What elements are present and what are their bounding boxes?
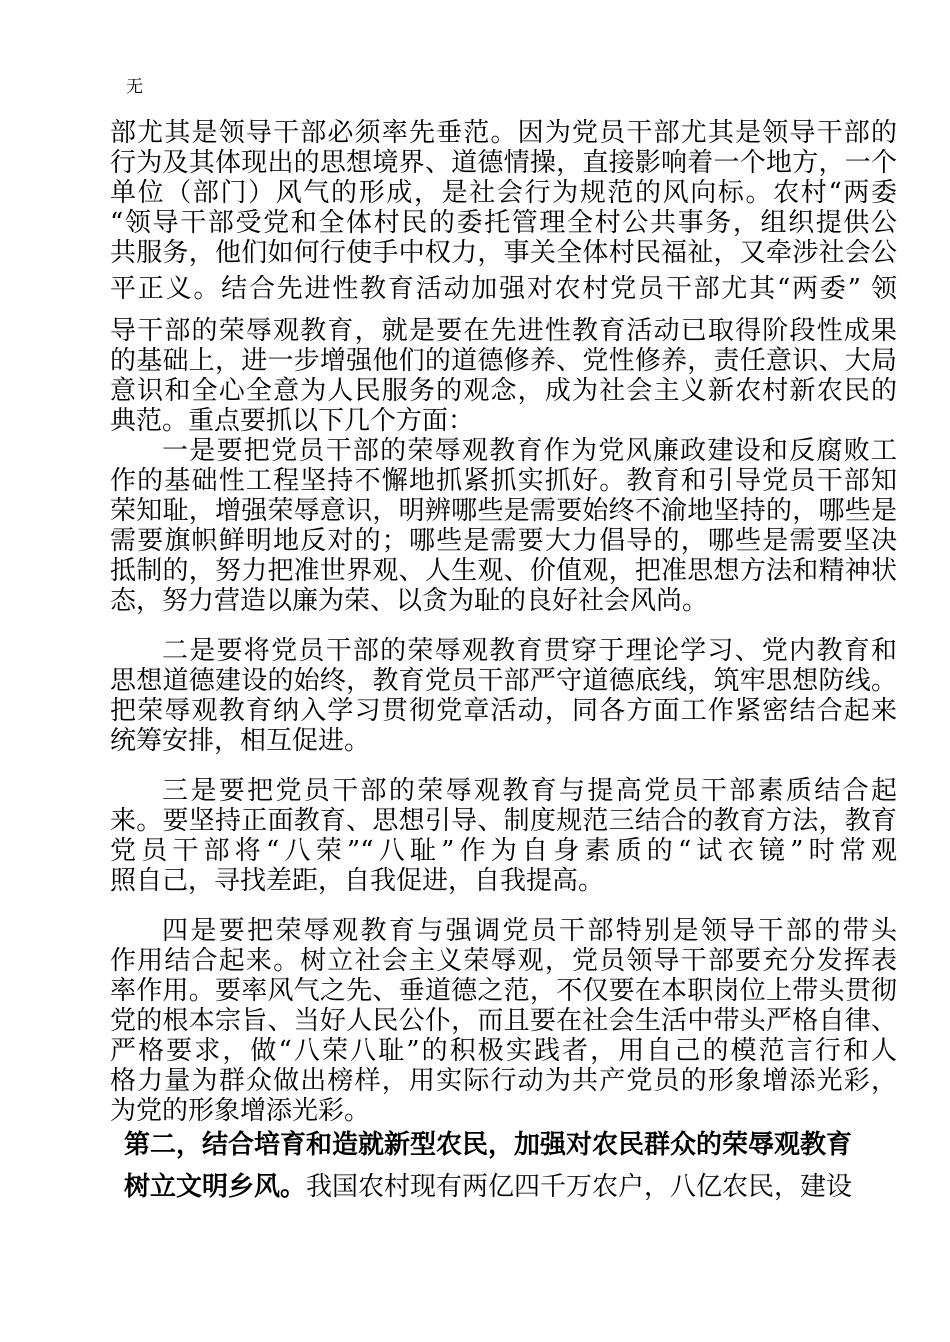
text-line: 部尤其是领导干部必须率先垂范。因为党员干部尤其是领导干部的 [110, 118, 897, 148]
text-line: 意识和全心全意为人民服务的观念，成为社会主义新农村新农民的 [110, 376, 897, 406]
text-line: “领导干部受党和全体村民的委托管理全村公共事务，组织提供公 [110, 208, 897, 238]
text-line: 作的基础性工程坚持不懈地抓紧抓实抓好。教育和引导党员干部知 [110, 466, 897, 496]
paragraph-first-line: 二是要将党员干部的荣辱观教育贯穿于理论学习、党内教育和 [162, 636, 897, 666]
text-line: 把荣辱观教育纳入学习贯彻党章活动，同各方面工作紧密结合起来 [110, 696, 897, 726]
text-line: 单位（部门）风气的形成，是社会行为规范的风向标。农村“两委 [110, 178, 897, 208]
text-line: 导干部的荣辱观教育，就是要在先进性教育活动已取得阶段性成果 [110, 316, 897, 346]
paragraph-first-line: 四是要把荣辱观教育与强调党员干部特别是领导干部的带头 [162, 916, 897, 946]
section-heading: 第二，结合培育和造就新型农民，加强对农民群众的荣辱观教育 [124, 1130, 853, 1160]
text-line: 荣知耻，增强荣辱意识，明辨哪些是需要始终不渝地坚持的，哪些是 [110, 496, 897, 526]
text-line: 典范。重点要抓以下几个方面： [110, 406, 475, 436]
text-line: 率作用。要率风气之先、垂道德之范，不仅要在本职岗位上带头贯彻 [110, 976, 897, 1006]
text-line: 为党的形象增添光彩。 [110, 1096, 371, 1126]
section-body-text: 我国农村现有两亿四千万农户，八亿农民，建设 [306, 1172, 853, 1202]
text-line: 党的根本宗旨、当好人民公仆，而且要在社会生活中带头严格自律、 [110, 1006, 897, 1036]
text-line: 党员干部将“八荣”“八耻”作为自身素质的“试衣镜”时常观 [110, 836, 897, 866]
text-line: 的基础上，进一步增强他们的道德修养、党性修养，责任意识、大局 [110, 346, 897, 376]
text-line: 照自己，寻找差距，自我促进，自我提高。 [110, 866, 605, 896]
text-line: 需要旗帜鲜明地反对的；哪些是需要大力倡导的，哪些是需要坚决 [110, 526, 897, 556]
paragraph-first-line: 三是要把党员干部的荣辱观教育与提高党员干部素质结合起 [162, 776, 897, 806]
text-line: 来。要坚持正面教育、思想引导、制度规范三结合的教育方法，教育 [110, 806, 897, 836]
text-line: 抵制的，努力把准世界观、人生观、价值观，把准思想方法和精神状 [110, 556, 897, 586]
section-heading-continuation [124, 1172, 852, 1202]
text-line: 作用结合起来。树立社会主义荣辱观，党员领导干部要充分发挥表 [110, 946, 897, 976]
text-line: 态，努力营造以廉为荣、以贪为耻的良好社会风尚。 [110, 586, 709, 616]
text-line: 行为及其体现出的思想境界、道德情操，直接影响着一个地方，一个 [110, 148, 897, 178]
section-heading-tail: 树立文明乡风。 [124, 1172, 307, 1202]
text-line: 严格要求，做“八荣八耻”的积极实践者，用自己的模范言行和人 [110, 1036, 897, 1066]
text-line: 平正义。结合先进性教育活动加强对农村党员干部尤其“两委” 领 [110, 274, 897, 304]
text-line: 统筹安排，相互促进。 [110, 726, 371, 756]
page-header: 无 [126, 77, 143, 97]
paragraph-first-line: 一是要把党员干部的荣辱观教育作为党风廉政建设和反腐败工 [162, 436, 897, 466]
text-line: 格力量为群众做出榜样，用实际行动为共产党员的形象增添光彩， [110, 1066, 897, 1096]
text-line: 共服务，他们如何行使手中权力，事关全体村民福祉，又牵涉社会公 [110, 238, 897, 268]
text-line: 思想道德建设的始终，教育党员干部严守道德底线，筑牢思想防线。 [110, 666, 897, 696]
